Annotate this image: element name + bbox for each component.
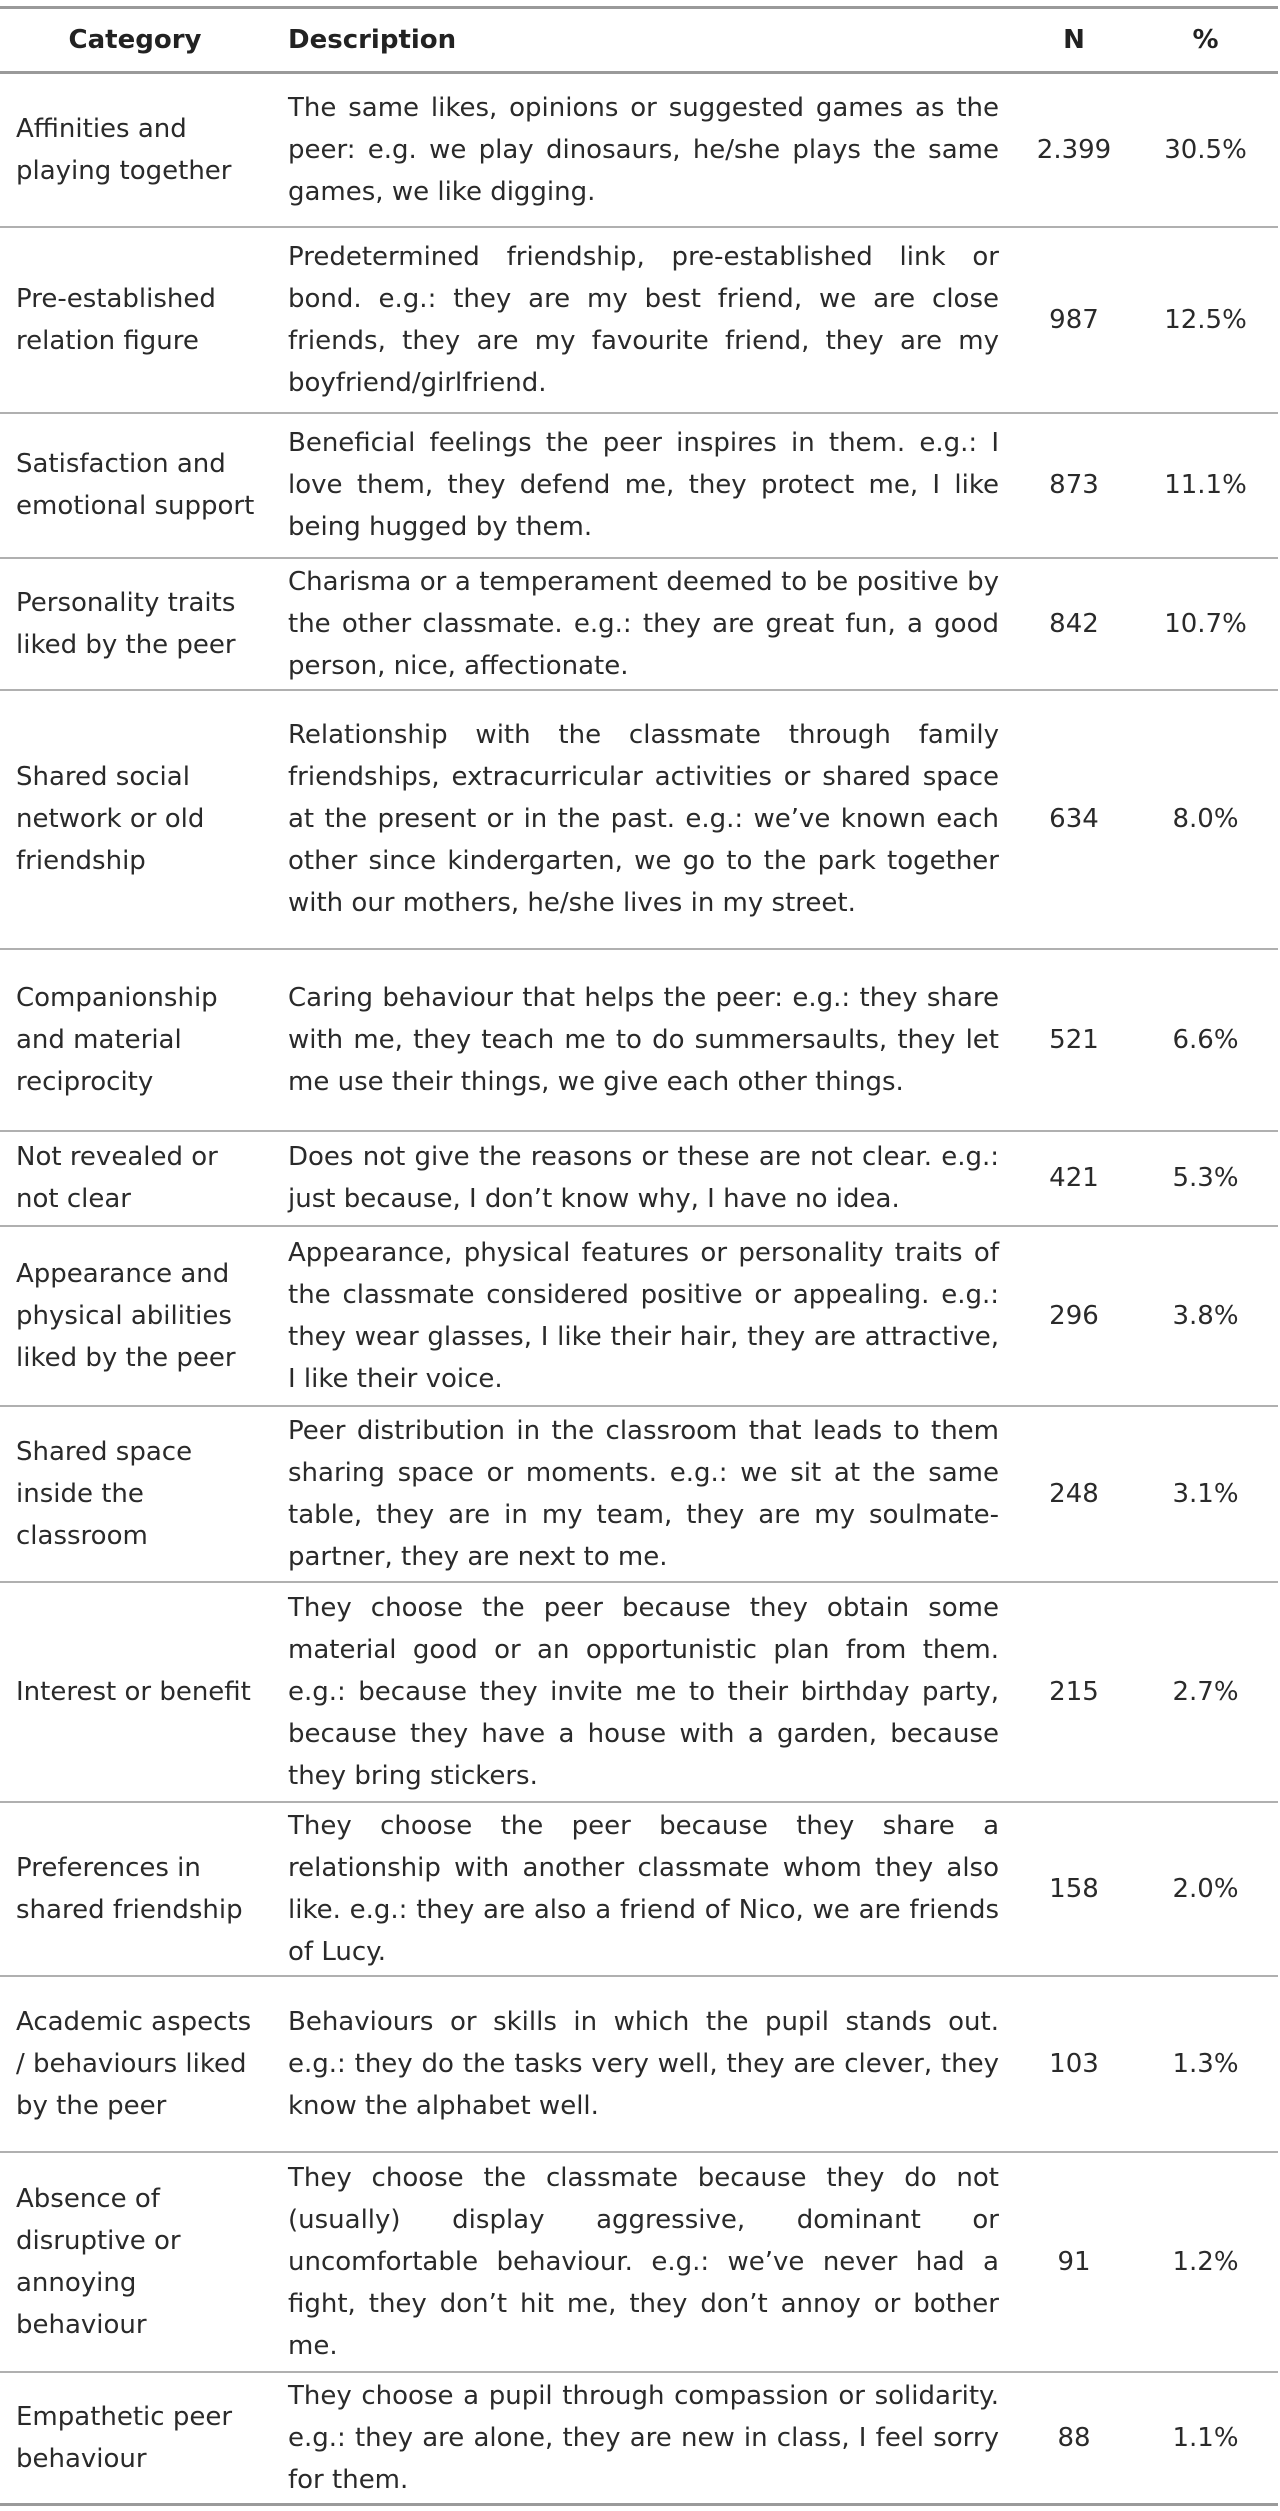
row-category: Personality traits liked by the peer [16,587,236,660]
row-category: Empathetic peer behaviour [16,2401,233,2474]
row-percent: 2.0% [1172,1873,1239,1904]
row-percent: 8.0% [1172,804,1239,834]
table-row [0,690,1278,949]
row-category: Preferences in shared friendship [16,1852,243,1925]
row-category: Interest or benefit [16,1676,251,1707]
row-category: Affinities and playing together [16,113,232,186]
row-description: Does not give the reasons or these are not clear. e.g.: just because, I don’t know why, I have no idea. [288,1142,999,1214]
row-n: 521 [1049,1024,1099,1055]
row-percent: 2.7% [1172,1676,1239,1707]
table-row [0,1406,1278,1582]
row-percent: 1.3% [1172,2048,1239,2079]
row-percent: 1.2% [1172,2246,1239,2277]
table-row [0,1226,1278,1406]
row-category: Absence of disruptive or annoying behaviour [16,2183,181,2340]
row-percent: 3.8% [1172,1300,1239,1331]
table-container [0,6,1278,2506]
row-category: Shared space inside the classroom [16,1436,193,1551]
row-description: Charisma or a temperament deemed to be positive by the other classmate. e.g.: they are great fun, a good person, nice, affectionate. [288,566,999,681]
table-row [0,1131,1278,1226]
row-category: Academic aspects / behaviours liked by the peer [16,2006,252,2121]
row-percent: 11.1% [1164,470,1247,500]
table-body [0,73,1278,2505]
table-row [0,73,1278,227]
row-description: They choose a pupil through compassion or solidarity. e.g.: they are alone, they are new in class, I feel sorry for them. [288,2380,999,2495]
table-row [0,1976,1278,2152]
table-row [0,227,1278,413]
row-n: 987 [1049,304,1099,335]
row-n: 248 [1049,1478,1099,1509]
row-n: 842 [1049,608,1099,639]
categories-table [0,6,1278,2506]
row-description: Relationship with the classmate through family friendships, extracurricular activities or shared space at the present or in the past. e.g.: we’ve known each other since kindergarten, we go to the park together with our mothers, he/she lives in my street. [288,720,999,918]
row-n: 634 [1049,804,1099,834]
header-n: N [1063,25,1085,55]
row-description: They choose the classmate because they do not (usually) display aggressive, dominant or uncomfortable behaviour. e.g.: we’ve never had a fight, they don’t hit me, they don’t annoy or bother me. [288,2162,999,2361]
row-description: The same likes, opinions or suggested games as the peer: e.g. we play dinosaurs, he/she plays the same games, we like digging. [288,92,999,207]
row-n: 103 [1049,2048,1099,2079]
row-category: Shared social network or old friendship [16,762,205,876]
row-percent: 6.6% [1172,1024,1239,1055]
table-row [0,1802,1278,1976]
row-description: Beneficial feelings the peer inspires in them. e.g.: I love them, they defend me, they protect me, I like being hugged by them. [288,428,999,542]
row-description: They choose the peer because they share a relationship with another classmate whom they also like. e.g.: they are also a friend of Nico, we are friends of Lucy. [288,1810,999,1967]
table-row [0,558,1278,690]
row-category: Appearance and physical abilities liked by the peer [16,1258,236,1373]
row-description: Caring behaviour that helps the peer: e.g.: they share with me, they teach me to do summersaults, they let me use their things, we give each other things. [288,982,999,1097]
row-description: They choose the peer because they obtain some material good or an opportunistic plan from them. e.g.: because they invite me to their birthday party, because they have a house with a garden, because they bring stickers. [288,1592,999,1791]
row-category: Satisfaction and emotional support [16,449,255,521]
row-percent: 1.1% [1172,2422,1239,2453]
header-percent: % [1192,25,1219,55]
row-description: Appearance, physical features or personality traits of the classmate considered positive or appealing. e.g.: they wear glasses, I like their hair, they are attractive, I like their voice. [288,1237,999,1394]
table-row [0,2372,1278,2505]
row-n: 873 [1049,470,1099,500]
table-row [0,413,1278,558]
table-row [0,949,1278,1131]
row-description: Behaviours or skills in which the pupil stands out. e.g.: they do the tasks very well, they are clever, they know the alphabet well. [288,2006,999,2121]
table-row [0,1582,1278,1802]
row-n: 88 [1057,2422,1091,2453]
row-n: 91 [1057,2246,1091,2277]
row-description: Predetermined friendship, pre-established link or bond. e.g.: they are my best friend, we are close friends, they are my favourite friend, they are my boyfriend/girlfriend. [288,241,999,398]
table-header [0,8,1278,73]
row-percent: 12.5% [1164,304,1247,335]
row-percent: 10.7% [1164,608,1247,639]
table-row [0,2152,1278,2372]
row-n: 421 [1049,1163,1099,1193]
row-n: 296 [1049,1300,1099,1331]
header-category: Category [68,25,202,55]
row-category: Pre-established relation figure [16,283,216,356]
row-category: Not revealed or not clear [16,1142,218,1214]
row-percent: 5.3% [1172,1163,1239,1193]
header-row [0,8,1278,73]
row-percent: 30.5% [1164,134,1247,165]
row-description: Peer distribution in the classroom that leads to them sharing space or moments. e.g.: we sit at the same table, they are in my team, they are my soulmate-partner, they are next to me. [288,1415,999,1572]
row-n: 158 [1049,1873,1099,1904]
row-n: 2.399 [1036,134,1112,165]
row-n: 215 [1049,1676,1099,1707]
row-category: Companionship and material reciprocity [16,982,218,1097]
row-percent: 3.1% [1172,1478,1239,1509]
header-description: Description [288,25,457,55]
